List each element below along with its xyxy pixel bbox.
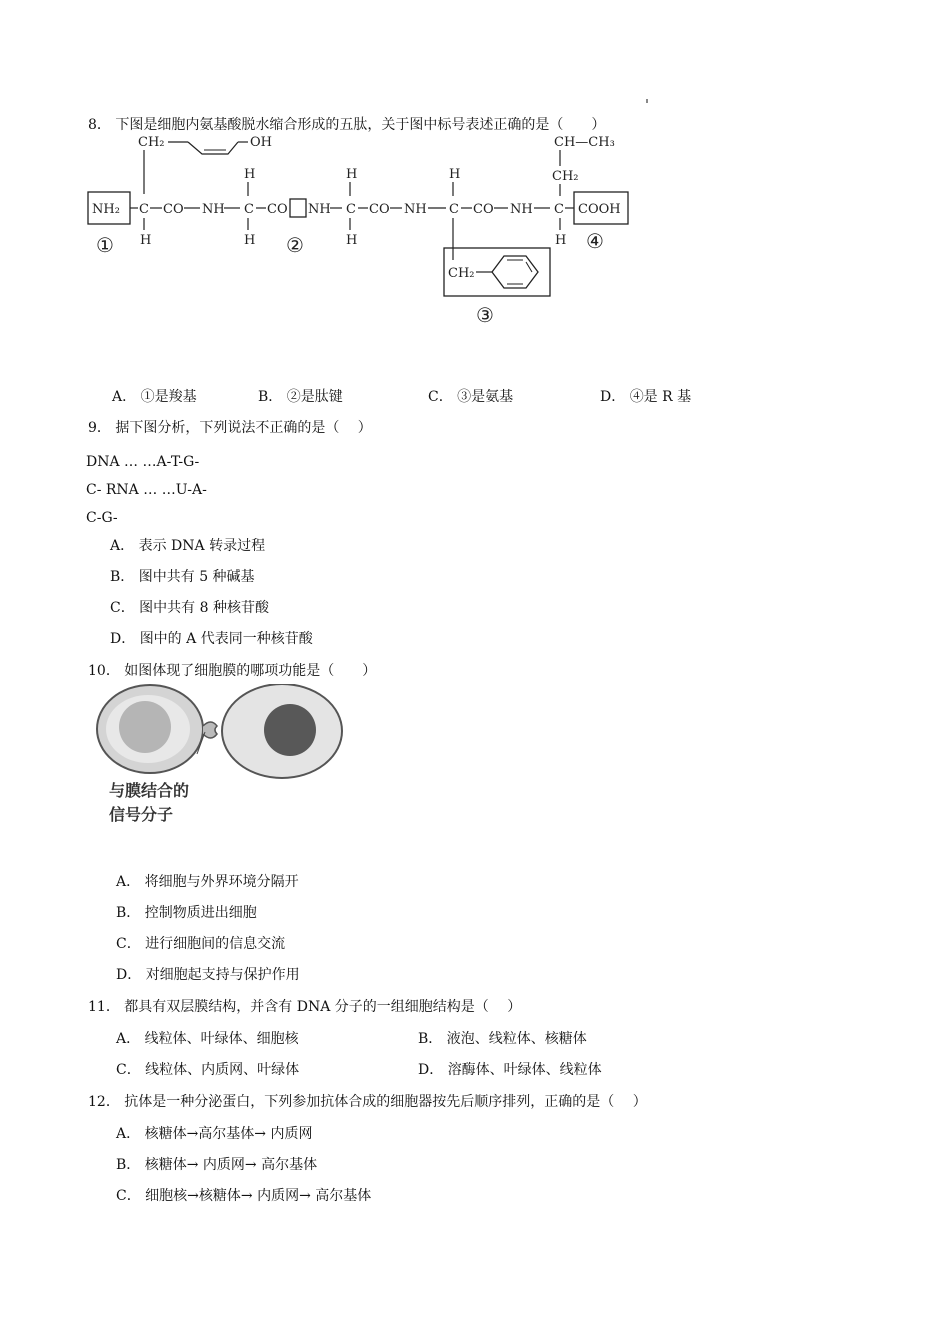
q12-option-a-letter: A． <box>116 1126 141 1142</box>
q8-option-d[interactable] <box>600 388 691 406</box>
label-3: ③ <box>476 303 494 327</box>
h-upper-2: H <box>346 167 358 182</box>
cooh-label: COOH <box>578 202 621 217</box>
alpha-c-5: C <box>554 202 564 217</box>
oh-label: OH <box>250 135 272 150</box>
q10-option-a[interactable] <box>116 873 299 891</box>
q10-stem: 10． 如图体现了细胞膜的哪项功能是（ ） <box>88 663 377 679</box>
q11-option-a-text: 线粒体、叶绿体、细胞核 <box>144 1031 299 1047</box>
q11-option-c-text: 线粒体、内质网、叶绿体 <box>145 1062 300 1078</box>
q10-option-c-letter: C． <box>116 936 141 952</box>
alpha-c-4: C <box>449 202 459 217</box>
q11-option-a[interactable] <box>116 1030 299 1048</box>
q9-option-a-letter: A． <box>110 538 135 554</box>
q8-option-d-text: ④是 R 基 <box>629 389 692 405</box>
q9-option-c[interactable] <box>110 599 269 617</box>
q10-option-d-letter: D． <box>116 967 142 983</box>
q8-option-a-text: ①是羧基 <box>140 389 197 405</box>
h-upper-3: H <box>449 167 461 182</box>
q11-option-c[interactable] <box>116 1061 299 1079</box>
q9-option-b-text: 图中共有 5 种碱基 <box>138 569 255 585</box>
signal-label-line1: 与膜结合的 <box>109 781 190 800</box>
co-1: CO <box>163 202 184 217</box>
q9-stem: 9． 据下图分析，下列说法不正确的是（ ） <box>88 420 372 436</box>
cell-signal-figure <box>95 684 355 834</box>
ch2-top-right: CH₂ <box>552 169 579 184</box>
q9-option-b-letter: B． <box>110 569 135 585</box>
q8-option-b-text: ②是肽键 <box>286 389 343 405</box>
q12-option-c[interactable] <box>116 1187 371 1205</box>
q8-option-c-text: ③是氨基 <box>457 389 514 405</box>
q10-option-c[interactable] <box>116 935 285 953</box>
q11-option-d[interactable] <box>418 1061 602 1079</box>
q9-option-c-letter: C． <box>110 600 135 616</box>
q9-tail-line: C-G- <box>86 510 118 526</box>
pentapeptide-figure <box>80 132 640 332</box>
q12-option-c-letter: C． <box>116 1188 141 1204</box>
signal-label-line2: 信号分子 <box>109 805 174 824</box>
q10-option-c-text: 进行细胞间的信息交流 <box>145 936 286 952</box>
nh-4: NH <box>510 202 533 217</box>
ch2-benzyl: CH₂ <box>448 266 475 281</box>
q9-option-b[interactable] <box>110 568 255 586</box>
q9-option-a-text: 表示 DNA 转录过程 <box>138 538 266 554</box>
label-4: ④ <box>586 229 604 253</box>
q9-option-d[interactable] <box>110 630 313 648</box>
nh2-label: NH₂ <box>92 202 120 217</box>
q12-option-a-text: 核糖体→高尔基体→ 内质网 <box>144 1126 313 1142</box>
q12-option-c-text: 细胞核→核糖体→ 内质网→ 高尔基体 <box>145 1188 372 1204</box>
co-2: CO <box>267 202 288 217</box>
q11-option-c-letter: C． <box>116 1062 141 1078</box>
co-3: CO <box>369 202 390 217</box>
q10-option-d-text: 对细胞起支持与保护作用 <box>145 967 300 983</box>
q8-option-a-letter: A． <box>112 389 137 405</box>
q8-option-c[interactable] <box>428 388 513 406</box>
label-2: ② <box>286 233 304 257</box>
q10-option-d[interactable] <box>116 966 300 984</box>
q8-option-b-letter: B． <box>258 389 283 405</box>
q11-option-b[interactable] <box>418 1030 587 1048</box>
q10-option-b[interactable] <box>116 904 257 922</box>
q11-option-d-letter: D． <box>418 1062 444 1078</box>
q12-stem: 12． 抗体是一种分泌蛋白，下列参加抗体合成的细胞器按先后顺序排列，正确的是（ ） <box>88 1094 647 1110</box>
alpha-c-3: C <box>346 202 356 217</box>
co-4: CO <box>473 202 494 217</box>
q8-option-b[interactable] <box>258 388 343 406</box>
q9-option-d-letter: D． <box>110 631 136 647</box>
q8-stem: 8． 下图是细胞内氨基酸脱水缩合形成的五肽，关于图中标号表述正确的是（ ） <box>88 117 606 133</box>
q8-option-a[interactable] <box>112 388 197 406</box>
q9-option-d-text: 图中的 A 代表同一种核苷酸 <box>139 631 313 647</box>
q11-option-b-text: 液泡、线粒体、核糖体 <box>446 1031 587 1047</box>
q11-option-a-letter: A． <box>116 1031 141 1047</box>
ch-ch3-label: CH—CH₃ <box>554 135 615 150</box>
h-lower-3: H <box>346 233 358 248</box>
q9-dna-line: DNA … …A-T-G- <box>86 454 200 470</box>
q10-option-a-letter: A． <box>116 874 141 890</box>
q12-option-b-text: 核糖体→ 内质网→ 高尔基体 <box>144 1157 318 1173</box>
q11-option-b-letter: B． <box>418 1031 443 1047</box>
stray-mark <box>646 99 648 103</box>
q9-rna-line: C- RNA … …U-A- <box>86 482 207 498</box>
nh-3: NH <box>404 202 427 217</box>
ch2-top-left: CH₂ <box>138 135 165 150</box>
q9-option-a[interactable] <box>110 537 265 555</box>
label-1: ① <box>96 233 114 257</box>
q12-option-a[interactable] <box>116 1125 313 1143</box>
h-lower-2: H <box>244 233 256 248</box>
h-upper-1: H <box>244 167 256 182</box>
q8-option-d-letter: D． <box>600 389 626 405</box>
nh-2: NH <box>308 202 331 217</box>
h-lower-1: H <box>140 233 152 248</box>
alpha-c-2: C <box>244 202 254 217</box>
nh-1: NH <box>202 202 225 217</box>
q12-option-b-letter: B． <box>116 1157 141 1173</box>
q8-option-c-letter: C． <box>428 389 453 405</box>
h-lower-4: H <box>555 233 567 248</box>
q10-option-a-text: 将细胞与外界环境分隔开 <box>144 874 299 890</box>
q11-option-d-text: 溶酶体、叶绿体、线粒体 <box>447 1062 602 1078</box>
peptide-bond-box <box>290 199 306 217</box>
q12-option-b[interactable] <box>116 1156 317 1174</box>
alpha-c-1: C <box>139 202 149 217</box>
q10-option-b-text: 控制物质进出细胞 <box>144 905 257 921</box>
q11-stem: 11． 都具有双层膜结构，并含有 DNA 分子的一组细胞结构是（ ） <box>88 999 522 1015</box>
q10-option-b-letter: B． <box>116 905 141 921</box>
q9-option-c-text: 图中共有 8 种核苷酸 <box>139 600 269 616</box>
